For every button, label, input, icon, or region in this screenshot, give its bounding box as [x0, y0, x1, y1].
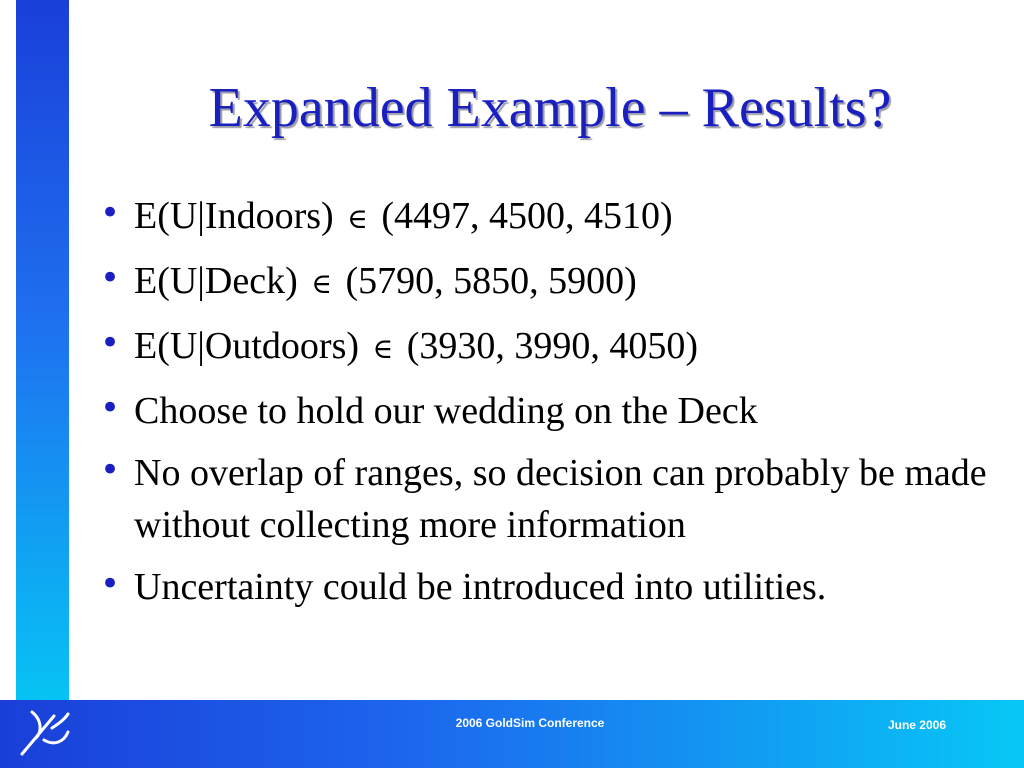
bullet-item [100, 385, 1000, 437]
element-of-symbol: ∈ [311, 267, 332, 300]
bullet-text: No overlap of ranges, so decision can probably be made without collecting more information [134, 452, 987, 546]
bullet-icon: • [100, 450, 121, 490]
footer-date: June 2006 [887, 718, 947, 732]
footer-bar [0, 700, 1024, 768]
bullet-prefix: E(U|Outdoors) [134, 325, 360, 367]
element-of-symbol: ∈ [347, 202, 368, 235]
bullet-icon: • [100, 193, 121, 233]
bullet-icon: • [100, 323, 121, 363]
bullet-item [100, 255, 1000, 310]
bullet-prefix: E(U|Indoors) [134, 195, 334, 237]
bullet-range: (5790, 5850, 5900) [345, 260, 637, 302]
bullet-icon: • [100, 258, 121, 298]
side-bar [16, 0, 69, 700]
goldsim-logo-icon [14, 702, 74, 762]
bullet-item [100, 561, 1000, 613]
bullet-text: Uncertainty could be introduced into utilities. [134, 566, 827, 608]
bullet-range: (4497, 4500, 4510) [381, 195, 673, 237]
bullet-item [100, 190, 1000, 245]
bullet-item [100, 320, 1000, 375]
bullet-icon: • [100, 564, 121, 604]
element-of-symbol: ∈ [372, 332, 394, 365]
bullet-text: Choose to hold our wedding on the Deck [134, 390, 758, 432]
bullet-icon: • [100, 388, 121, 428]
footer-conference: 2006 GoldSim Conference [455, 716, 605, 730]
bullet-item [100, 447, 1000, 551]
bullet-prefix: E(U|Deck) [134, 260, 298, 302]
bullet-list [100, 190, 1000, 623]
slide-title: Expanded Example – Results? [208, 77, 892, 139]
bullet-range: (3930, 3990, 4050) [406, 325, 699, 367]
